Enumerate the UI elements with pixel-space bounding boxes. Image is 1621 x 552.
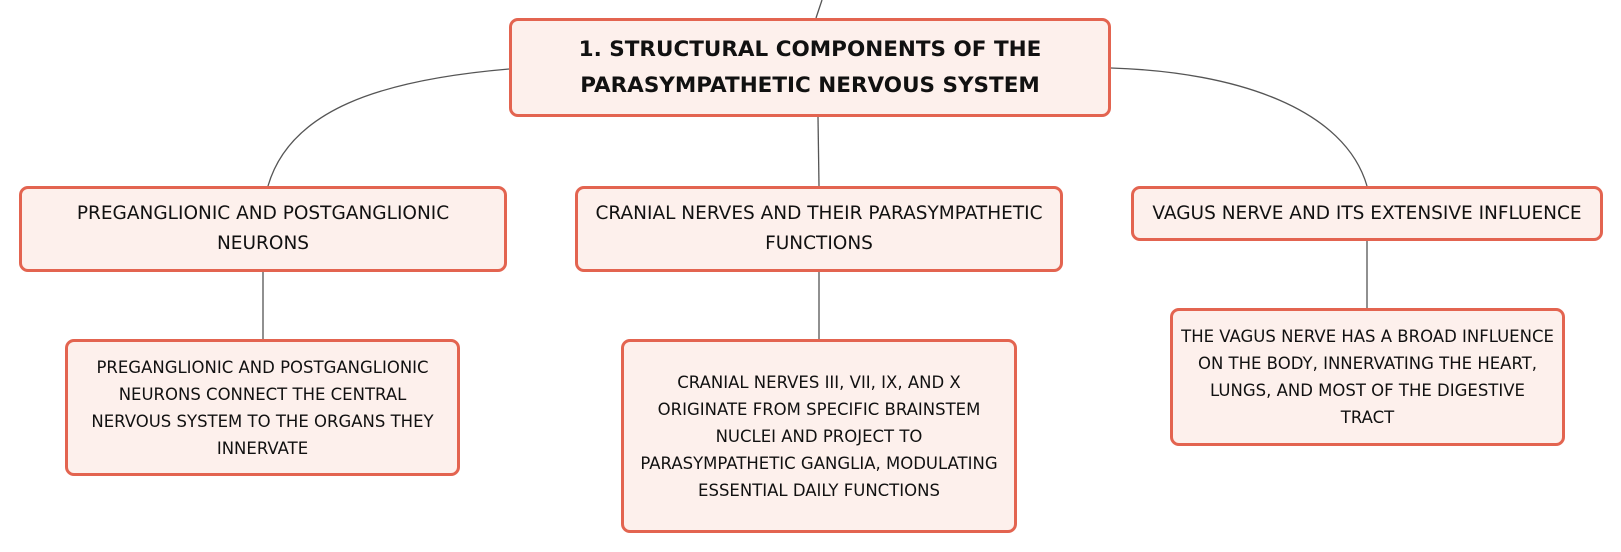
topic-label-neurons: PREGANGLIONIC AND POSTGANGLIONIC NEURONS <box>76 203 450 254</box>
detail-text-neurons: PREGANGLIONIC AND POSTGANGLIONIC NEURONS CONNECT THE CENTRAL NERVOUS SYSTEM TO THE ORGANS THEY INNERVATE <box>91 357 434 458</box>
root-topic-node[interactable] <box>509 18 1111 117</box>
detail-node-vagus-nerve[interactable] <box>1170 308 1565 446</box>
connector-root-to-cranial <box>818 117 819 186</box>
detail-node-cranial-nerves[interactable] <box>621 339 1017 533</box>
connector-root-to-neurons <box>268 69 509 186</box>
topic-label-vagus-nerve: VAGUS NERVE AND ITS EXTENSIVE INFLUENCE <box>1152 202 1582 224</box>
topic-node-vagus-nerve[interactable] <box>1131 186 1603 241</box>
topic-label-cranial-nerves: CRANIAL NERVES AND THEIR PARASYMPATHETIC FUNCTIONS <box>595 203 1043 254</box>
topic-node-cranial-nerves[interactable] <box>575 186 1063 272</box>
root-topic-label: 1. STRUCTURAL COMPONENTS OF THE PARASYMPATHETIC NERVOUS SYSTEM <box>578 36 1042 98</box>
detail-node-neurons[interactable] <box>65 339 460 476</box>
detail-text-vagus-nerve: THE VAGUS NERVE HAS A BROAD INFLUENCE ON THE BODY, INNERVATING THE HEART, LUNGS, AND MOST OF THE DIGESTIVE TRACT <box>1181 327 1554 427</box>
connector-root-to-vagus <box>1111 68 1367 186</box>
connector-incoming-root <box>816 0 822 18</box>
detail-text-cranial-nerves: CRANIAL NERVES III, VII, IX, AND X ORIGINATE FROM SPECIFIC BRAINSTEM NUCLEI AND PROJECT TO PARASYMPATHETIC GANGLIA, MODULATING ESSENTIAL DAILY FUNCTIONS <box>640 372 998 500</box>
topic-node-neurons[interactable] <box>19 186 507 272</box>
